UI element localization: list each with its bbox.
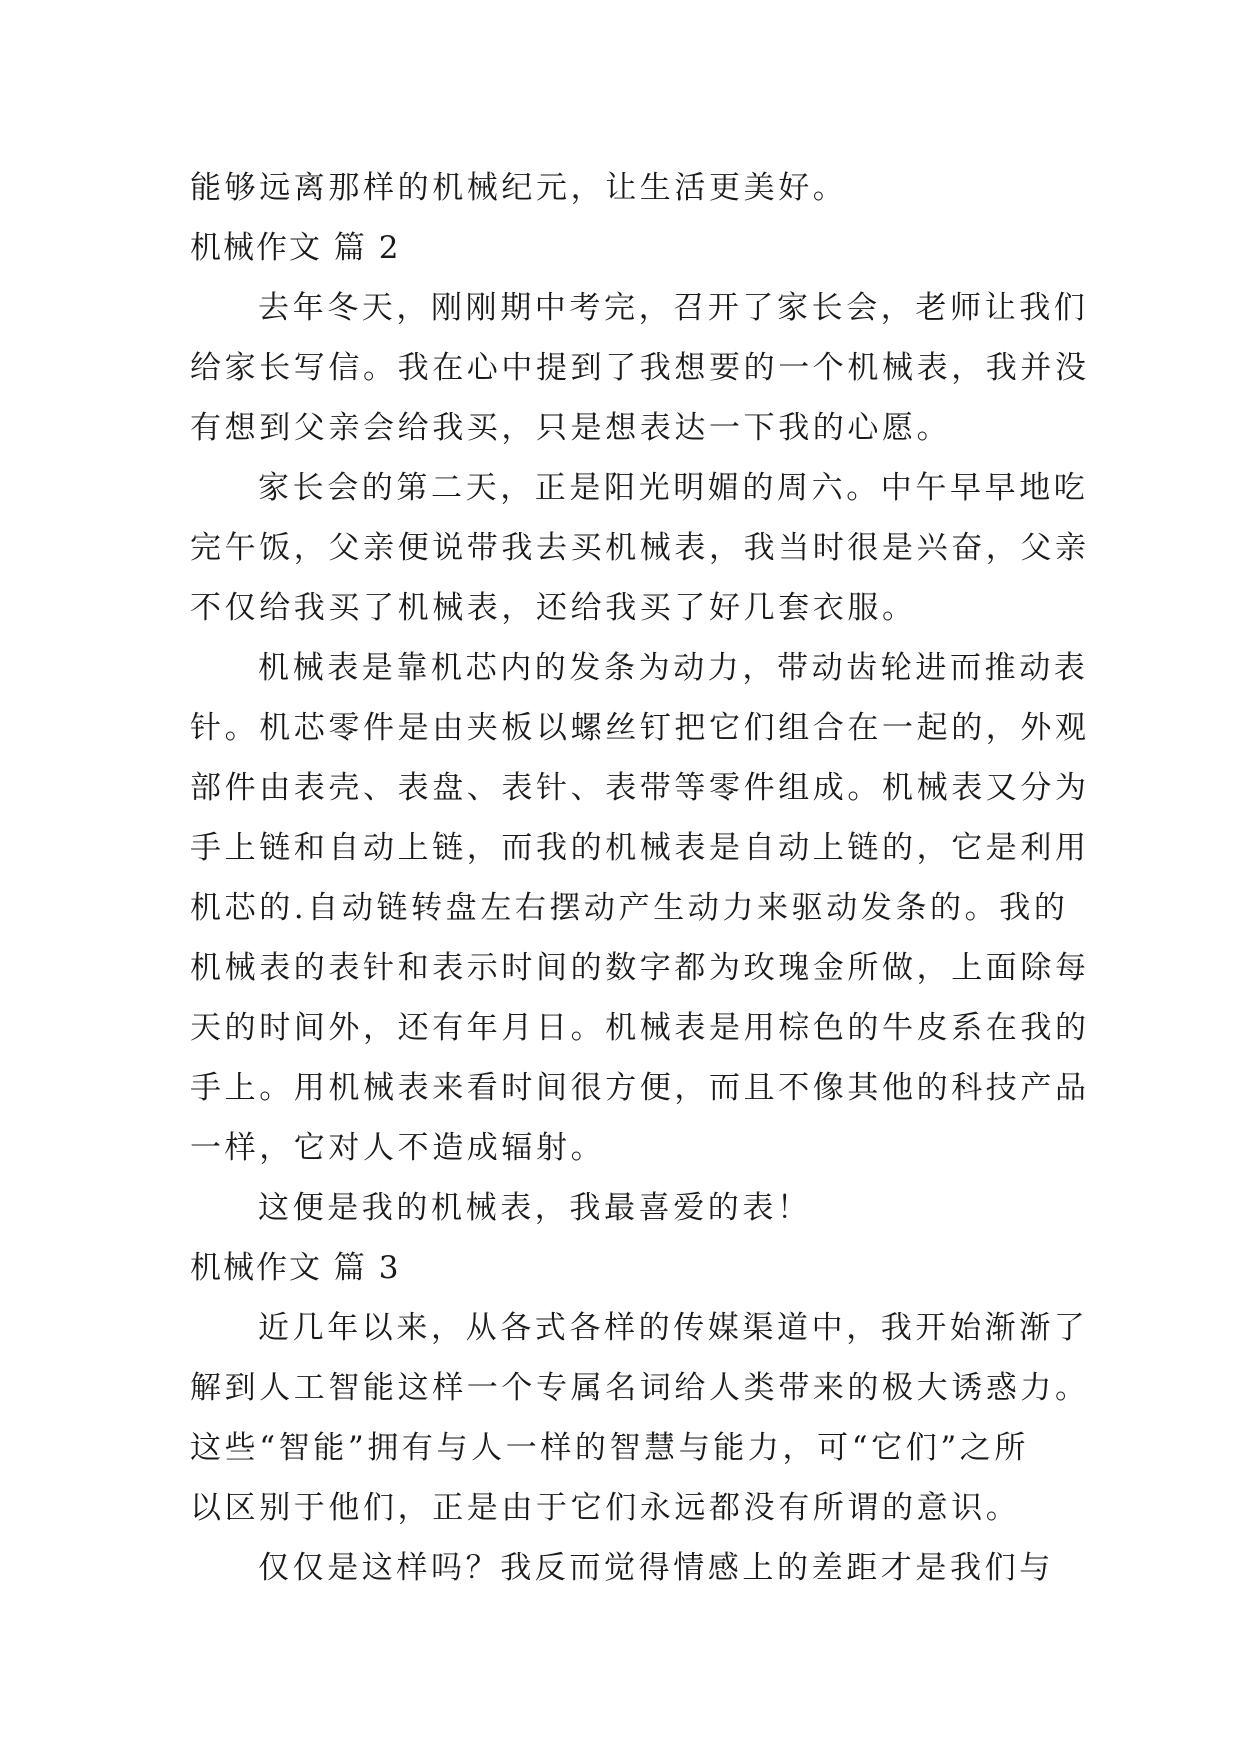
- paragraph-line: 部件由表壳、表盘、表针、表带等零件组成。机械表又分为: [190, 770, 1090, 806]
- paragraph-line: 以区别于他们，正是由于它们永远都没有所谓的意识。: [190, 1490, 1021, 1526]
- paragraph-line: 解到人工智能这样一个专属名词给人类带来的极大诱惑力。: [190, 1370, 1090, 1406]
- paragraph-line: 机芯的.自动链转盘左右摆动产生动力来驱动发条的。我的: [190, 890, 1069, 926]
- paragraph-line: 针。机芯零件是由夹板以螺丝钉把它们组合在一起的，外观: [190, 710, 1090, 746]
- paragraph-line: 仅仅是这样吗？我反而觉得情感上的差距才是我们与: [258, 1550, 1054, 1586]
- paragraph-line: 这些“智能”拥有与人一样的智慧与能力，可“它们”之所: [190, 1430, 1029, 1466]
- section-heading: 机械作文 篇 2: [190, 230, 401, 266]
- paragraph-line: 完午饭，父亲便说带我去买机械表，我当时很是兴奋，父亲: [190, 530, 1090, 566]
- paragraph-line: 不仅给我买了机械表，还给我买了好几套衣服。: [190, 590, 917, 626]
- paragraph-line: 机械表的表针和表示时间的数字都为玫瑰金所做，上面除每: [190, 950, 1090, 986]
- paragraph-line: 机械表是靠机芯内的发条为动力，带动齿轮进而推动表: [258, 650, 1089, 686]
- paragraph-line: 一样，它对人不造成辐射。: [190, 1130, 606, 1166]
- paragraph-line: 天的时间外，还有年月日。机械表是用棕色的牛皮系在我的: [190, 1010, 1090, 1046]
- paragraph-line: 有想到父亲会给我买，只是想表达一下我的心愿。: [190, 410, 952, 446]
- paragraph-line: 手上链和自动上链，而我的机械表是自动上链的，它是利用: [190, 830, 1090, 866]
- paragraph-line: 去年冬天，刚刚期中考完，召开了家长会，老师让我们: [258, 290, 1089, 326]
- paragraph-line: 近几年以来，从各式各样的传媒渠道中，我开始渐渐了: [258, 1310, 1089, 1346]
- paragraph-line: 家长会的第二天，正是阳光明媚的周六。中午早早地吃: [258, 470, 1089, 506]
- paragraph-line: 能够远离那样的机械纪元，让生活更美好。: [190, 170, 848, 206]
- paragraph-line: 这便是我的机械表，我最喜爱的表！: [258, 1190, 812, 1226]
- document-body: [190, 158, 1090, 1598]
- paragraph-line: 给家长写信。我在心中提到了我想要的一个机械表，我并没: [190, 350, 1090, 386]
- paragraph-line: 手上。用机械表来看时间很方便，而且不像其他的科技产品: [190, 1070, 1090, 1106]
- section-heading: 机械作文 篇 3: [190, 1250, 401, 1286]
